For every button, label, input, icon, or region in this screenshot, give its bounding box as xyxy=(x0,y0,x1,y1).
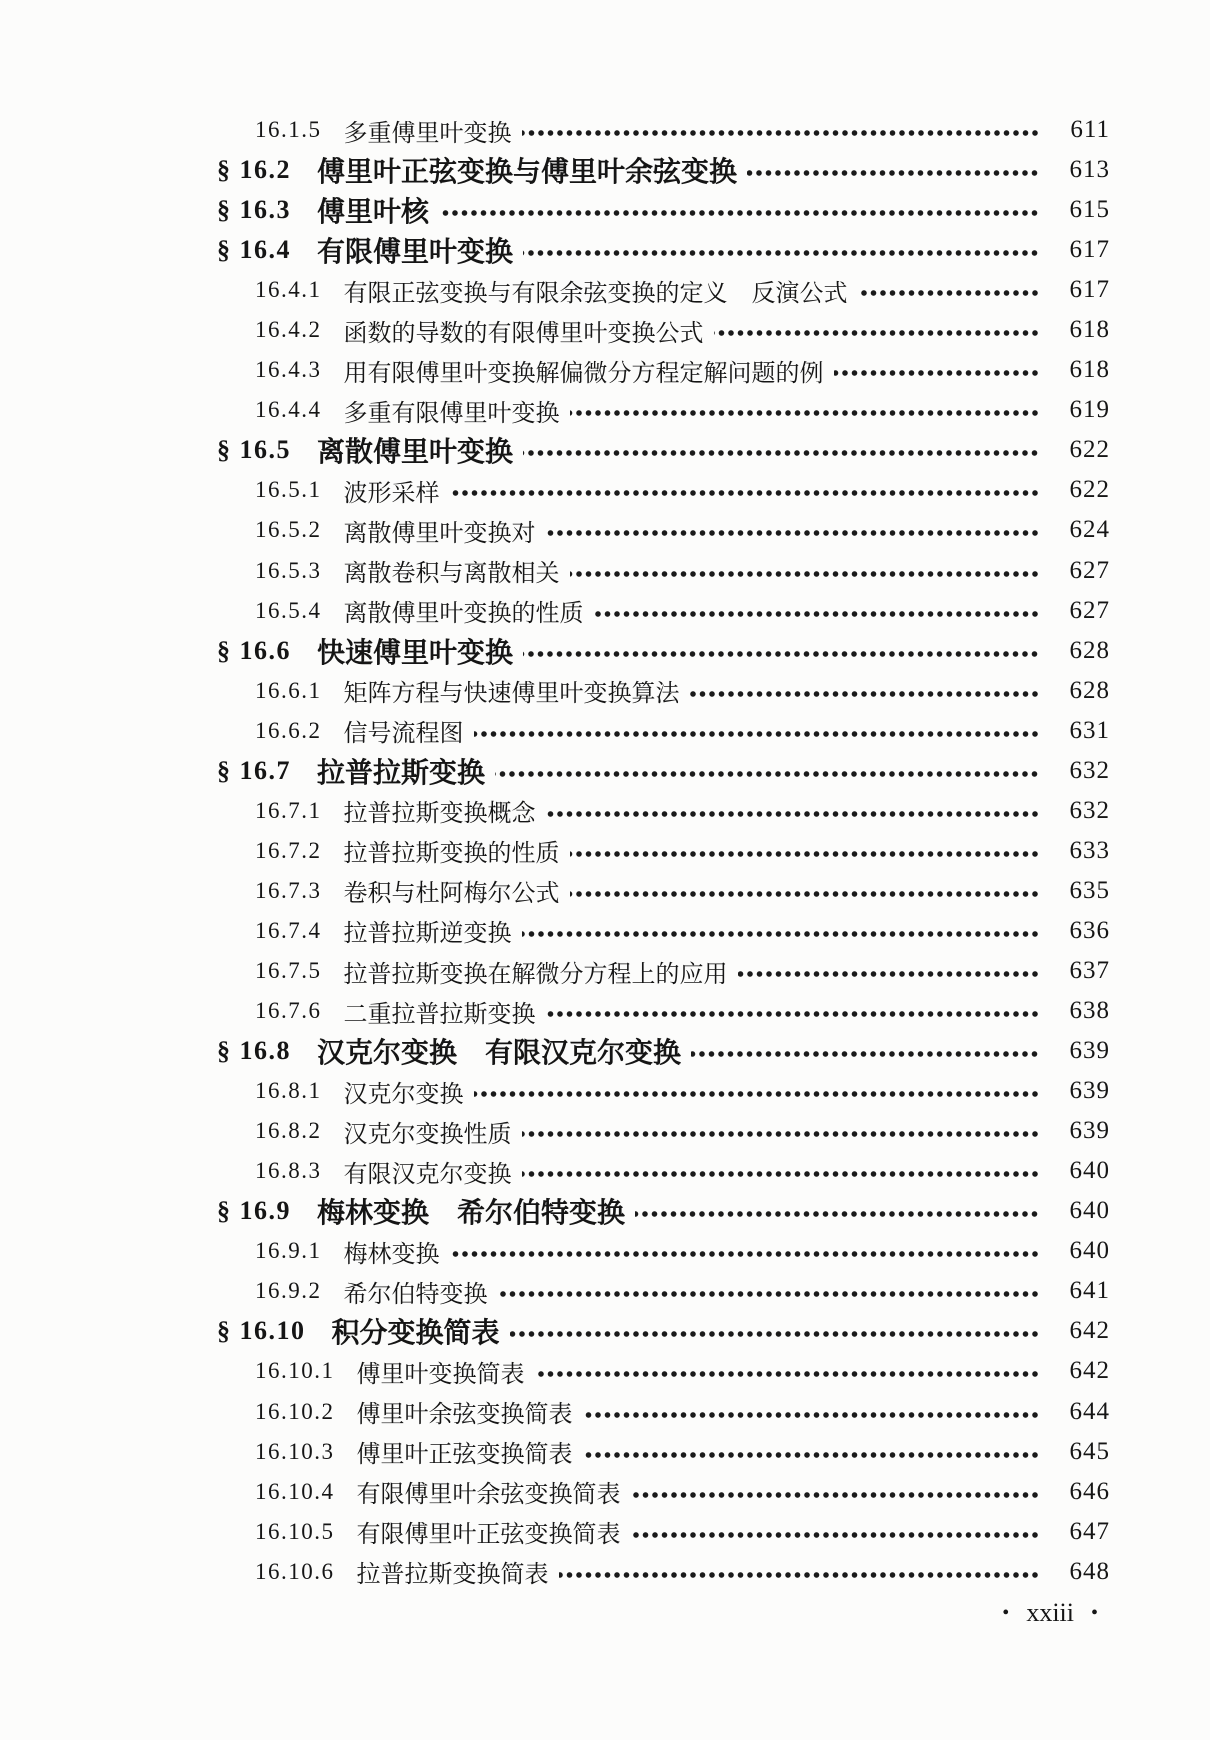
toc-entry-number: 16.1.5 xyxy=(255,117,322,143)
dot-leader xyxy=(495,770,1040,778)
toc-entry-page: 618 xyxy=(1069,316,1110,344)
toc-entry xyxy=(217,150,1110,190)
toc-entry-page: 611 xyxy=(1070,116,1110,144)
dot-leader xyxy=(474,730,1041,738)
page-footer xyxy=(1002,1598,1098,1628)
dot-leader xyxy=(691,1050,1040,1058)
toc-entry-page: 618 xyxy=(1069,356,1110,384)
toc-entry-title: 汉克尔变换性质 xyxy=(343,1121,512,1148)
toc-entry-title: 傅里叶正弦变换简表 xyxy=(356,1442,573,1469)
toc-entry-title: 拉普拉斯变换在解微分方程上的应用 xyxy=(343,961,728,988)
toc-entry-title: 拉普拉斯变换概念 xyxy=(343,801,536,828)
toc-entry-title: 离散卷积与离散相关 xyxy=(343,561,560,588)
dot-leader xyxy=(631,1491,1041,1499)
dot-leader xyxy=(570,409,1041,417)
dot-leader xyxy=(450,489,1041,497)
toc-entry-title: 拉普拉斯逆变换 xyxy=(343,921,512,948)
toc-entry-title: 傅里叶变换简表 xyxy=(356,1361,525,1388)
toc-entry-number: § 16.2 xyxy=(217,155,291,185)
toc-entry-number: § 16.6 xyxy=(217,635,291,665)
toc-entry-title: 多重傅里叶变换 xyxy=(343,120,512,147)
toc-entry-page: 639 xyxy=(1069,1117,1110,1145)
dot-leader xyxy=(635,1210,1040,1218)
dot-leader xyxy=(583,1411,1041,1419)
toc-entry-page: 641 xyxy=(1069,1277,1110,1305)
dot-leader xyxy=(714,329,1041,337)
toc-entry-number: 16.6.1 xyxy=(255,677,322,703)
toc-entry-page: 640 xyxy=(1069,1197,1110,1225)
toc-entry xyxy=(217,631,1110,671)
toc-entry-number: 16.4.2 xyxy=(255,317,322,343)
toc-entry xyxy=(217,1432,1110,1472)
dot-leader xyxy=(522,1130,1041,1138)
toc-entry xyxy=(217,1552,1110,1592)
toc-entry-title: 用有限傅里叶变换解偏微分方程定解问题的例 xyxy=(343,360,824,387)
toc-entry-number: 16.10.3 xyxy=(255,1438,335,1464)
toc-entry xyxy=(217,871,1110,911)
toc-entry-title: 有限汉克尔变换 xyxy=(343,1161,512,1188)
toc-entry xyxy=(217,270,1110,310)
dot-leader xyxy=(523,650,1040,658)
toc-entry-number: 16.9.1 xyxy=(255,1238,322,1264)
footer-page-number: xxiii xyxy=(1026,1598,1074,1627)
toc-entry xyxy=(217,230,1110,270)
toc-entry-title: 离散傅里叶变换 xyxy=(317,437,514,469)
toc-entry-title: 傅里叶核 xyxy=(317,197,430,229)
toc-entry xyxy=(217,551,1110,591)
toc-entry-page: 627 xyxy=(1069,556,1110,584)
toc-entry xyxy=(217,310,1110,350)
toc-entry-title: 傅里叶正弦变换与傅里叶余弦变换 xyxy=(317,157,738,189)
toc-entry-page: 635 xyxy=(1069,876,1110,904)
toc-entry-number: 16.8.2 xyxy=(255,1118,322,1144)
toc-entry-number: 16.6.2 xyxy=(255,717,322,743)
toc-entry xyxy=(217,470,1110,510)
toc-entry-title: 矩阵方程与快速傅里叶变换算法 xyxy=(343,681,680,708)
toc-entry xyxy=(217,390,1110,430)
footer-bullet-left: • xyxy=(1002,1601,1010,1624)
toc-entry-page: 638 xyxy=(1069,997,1110,1025)
toc-entry-number: 16.5.4 xyxy=(255,597,322,623)
toc-entry-page: 640 xyxy=(1069,1157,1110,1185)
dot-leader xyxy=(522,930,1041,938)
toc-entry xyxy=(217,751,1110,791)
dot-leader xyxy=(858,289,1041,297)
toc-entry-number: 16.8.3 xyxy=(255,1158,322,1184)
dot-leader xyxy=(523,449,1040,457)
toc-entry-page: 631 xyxy=(1069,716,1110,744)
toc-entry-page: 632 xyxy=(1069,796,1110,824)
toc-entry-page: 632 xyxy=(1069,756,1110,784)
toc-entry-title: 拉普拉斯变换的性质 xyxy=(343,841,560,868)
toc-entry-number: 16.7.1 xyxy=(255,797,322,823)
toc-entry-number: 16.10.4 xyxy=(255,1478,335,1504)
toc-entry-page: 640 xyxy=(1069,1237,1110,1265)
dot-leader xyxy=(546,1010,1041,1018)
toc-entry xyxy=(217,190,1110,230)
toc-entry-page: 617 xyxy=(1069,236,1110,264)
toc-entry xyxy=(217,1191,1110,1231)
toc-entry xyxy=(217,1512,1110,1552)
toc-entry-number: 16.7.4 xyxy=(255,917,322,943)
toc-entry-title: 汉克尔变换 有限汉克尔变换 xyxy=(317,1038,682,1070)
toc-entry-title: 有限傅里叶正弦变换简表 xyxy=(356,1522,621,1549)
toc-entry-number: 16.7.5 xyxy=(255,958,322,983)
toc-entry-title: 希尔伯特变换 xyxy=(343,1281,488,1308)
dot-leader xyxy=(570,890,1041,898)
dot-leader xyxy=(570,850,1041,858)
toc-entry-page: 646 xyxy=(1069,1477,1110,1505)
toc-entry-number: 16.5.1 xyxy=(255,477,322,503)
toc-entry-number: 16.4.1 xyxy=(255,277,322,303)
toc-entry xyxy=(217,1351,1110,1391)
toc-entry xyxy=(217,1271,1110,1311)
toc-entry-number: 16.8.1 xyxy=(255,1078,322,1104)
toc-entry-page: 613 xyxy=(1069,156,1110,184)
toc-entry xyxy=(217,1472,1110,1512)
toc-entry-page: 628 xyxy=(1069,636,1110,664)
toc-entry-title: 离散傅里叶变换对 xyxy=(343,520,536,547)
toc-entry-page: 628 xyxy=(1069,676,1110,704)
toc-entry-number: § 16.8 xyxy=(217,1036,291,1066)
toc-entry-page: 633 xyxy=(1069,836,1110,864)
footer-bullet-right: • xyxy=(1090,1601,1098,1624)
toc-entry-number: § 16.3 xyxy=(217,195,291,225)
dot-leader xyxy=(546,529,1041,537)
toc-entry xyxy=(217,1031,1110,1071)
toc-entry xyxy=(217,591,1110,631)
toc-entry-page: 624 xyxy=(1069,516,1110,544)
toc-entry-number: 16.5.3 xyxy=(255,557,322,583)
dot-leader xyxy=(510,1330,1040,1338)
toc-entry-title: 快速傅里叶变换 xyxy=(317,637,514,669)
dot-leader xyxy=(594,610,1041,618)
toc-entry xyxy=(217,1392,1110,1432)
toc-entry-title: 信号流程图 xyxy=(343,721,464,748)
toc-entry-title: 拉普拉斯变换 xyxy=(317,757,486,789)
toc-entry-title: 函数的导数的有限傅里叶变换公式 xyxy=(343,320,704,347)
toc-entry-number: 16.10.2 xyxy=(255,1398,335,1424)
toc-entry-page: 639 xyxy=(1069,1077,1110,1105)
toc-entry xyxy=(217,350,1110,390)
toc-entry-title: 多重有限傅里叶变换 xyxy=(343,400,560,427)
toc-entry-number: § 16.7 xyxy=(217,755,291,785)
toc-entry-page: 617 xyxy=(1069,276,1110,304)
toc-entry-number: § 16.10 xyxy=(217,1316,306,1346)
toc-entry-title: 卷积与杜阿梅尔公式 xyxy=(343,881,560,908)
toc-entry-page: 644 xyxy=(1069,1397,1110,1425)
toc-entry-number: 16.7.3 xyxy=(255,877,322,903)
toc-entry xyxy=(217,671,1110,711)
toc-entry-number: 16.4.3 xyxy=(255,357,322,383)
toc-entry-page: 615 xyxy=(1069,196,1110,224)
toc-entry-page: 637 xyxy=(1069,957,1110,984)
dot-leader xyxy=(474,1090,1041,1098)
dot-leader xyxy=(450,1250,1041,1258)
toc-entry xyxy=(217,911,1110,951)
toc-entry-number: § 16.5 xyxy=(217,435,291,465)
toc-entry-number: 16.9.2 xyxy=(255,1278,322,1304)
toc-entry-number: § 16.9 xyxy=(217,1196,291,1226)
toc-entry xyxy=(217,430,1110,470)
toc-entry-page: 619 xyxy=(1069,396,1110,424)
dot-leader xyxy=(522,1170,1041,1178)
dot-leader xyxy=(439,209,1040,217)
dot-leader xyxy=(559,1571,1041,1579)
toc-entry-page: 639 xyxy=(1069,1037,1110,1065)
toc-entry-title: 有限傅里叶变换 xyxy=(317,237,514,269)
toc-entry-title: 二重拉普拉斯变换 xyxy=(343,1001,536,1028)
dot-leader xyxy=(631,1531,1041,1539)
toc-entry-number: 16.5.2 xyxy=(255,517,322,543)
dot-leader xyxy=(747,169,1040,177)
toc-entry-number: 16.7.2 xyxy=(255,837,322,863)
toc-entry-number: 16.10.1 xyxy=(255,1358,335,1384)
toc-entry xyxy=(217,510,1110,550)
toc-entry xyxy=(217,1071,1110,1111)
toc-entry xyxy=(217,831,1110,871)
toc-entry-title: 有限傅里叶余弦变换简表 xyxy=(356,1482,621,1509)
dot-leader xyxy=(583,1451,1041,1459)
toc-entry-page: 642 xyxy=(1069,1357,1110,1385)
toc-entry xyxy=(217,951,1110,991)
toc-entry xyxy=(217,1111,1110,1151)
toc-entry-page: 645 xyxy=(1069,1437,1110,1465)
toc-entry-title: 傅里叶余弦变换简表 xyxy=(356,1402,573,1429)
toc-entry-number: 16.10.6 xyxy=(255,1558,335,1584)
toc-entry xyxy=(217,991,1110,1031)
toc-entry xyxy=(217,711,1110,751)
dot-leader xyxy=(498,1290,1041,1298)
dot-leader xyxy=(535,1370,1041,1378)
toc-entry xyxy=(217,1151,1110,1191)
toc-entry-page: 648 xyxy=(1069,1557,1110,1585)
dot-leader xyxy=(570,570,1041,578)
toc-list xyxy=(217,110,1110,1592)
dot-leader xyxy=(738,970,1041,978)
toc-entry-title: 汉克尔变换 xyxy=(343,1081,464,1108)
dot-leader xyxy=(690,690,1041,698)
toc-entry-page: 627 xyxy=(1069,596,1110,624)
toc-entry-number: 16.4.4 xyxy=(255,397,322,423)
toc-entry xyxy=(217,110,1110,150)
toc-entry-page: 647 xyxy=(1069,1517,1110,1545)
dot-leader xyxy=(546,810,1041,818)
toc-entry-page: 642 xyxy=(1069,1317,1110,1345)
toc-entry xyxy=(217,1311,1110,1351)
toc-entry-title: 梅林变换 xyxy=(343,1241,440,1268)
toc-entry-number: 16.7.6 xyxy=(255,998,322,1024)
dot-leader xyxy=(523,249,1040,257)
toc-entry-title: 积分变换简表 xyxy=(331,1318,500,1350)
toc-entry-title: 波形采样 xyxy=(343,480,440,507)
toc-entry-page: 622 xyxy=(1069,476,1110,504)
toc-entry xyxy=(217,791,1110,831)
toc-entry-page: 622 xyxy=(1069,436,1110,464)
toc-entry-page: 636 xyxy=(1069,916,1110,944)
toc-entry-title: 有限正弦变换与有限余弦变换的定义 反演公式 xyxy=(343,280,848,307)
dot-leader xyxy=(522,129,1041,137)
toc-entry-title: 拉普拉斯变换简表 xyxy=(356,1562,549,1589)
toc-entry-number: § 16.4 xyxy=(217,235,291,265)
toc-entry-title: 梅林变换 希尔伯特变换 xyxy=(317,1198,626,1230)
toc-entry-title: 离散傅里叶变换的性质 xyxy=(343,601,584,628)
toc-entry-number: 16.10.5 xyxy=(255,1518,335,1544)
dot-leader xyxy=(834,369,1041,377)
toc-entry xyxy=(217,1231,1110,1271)
